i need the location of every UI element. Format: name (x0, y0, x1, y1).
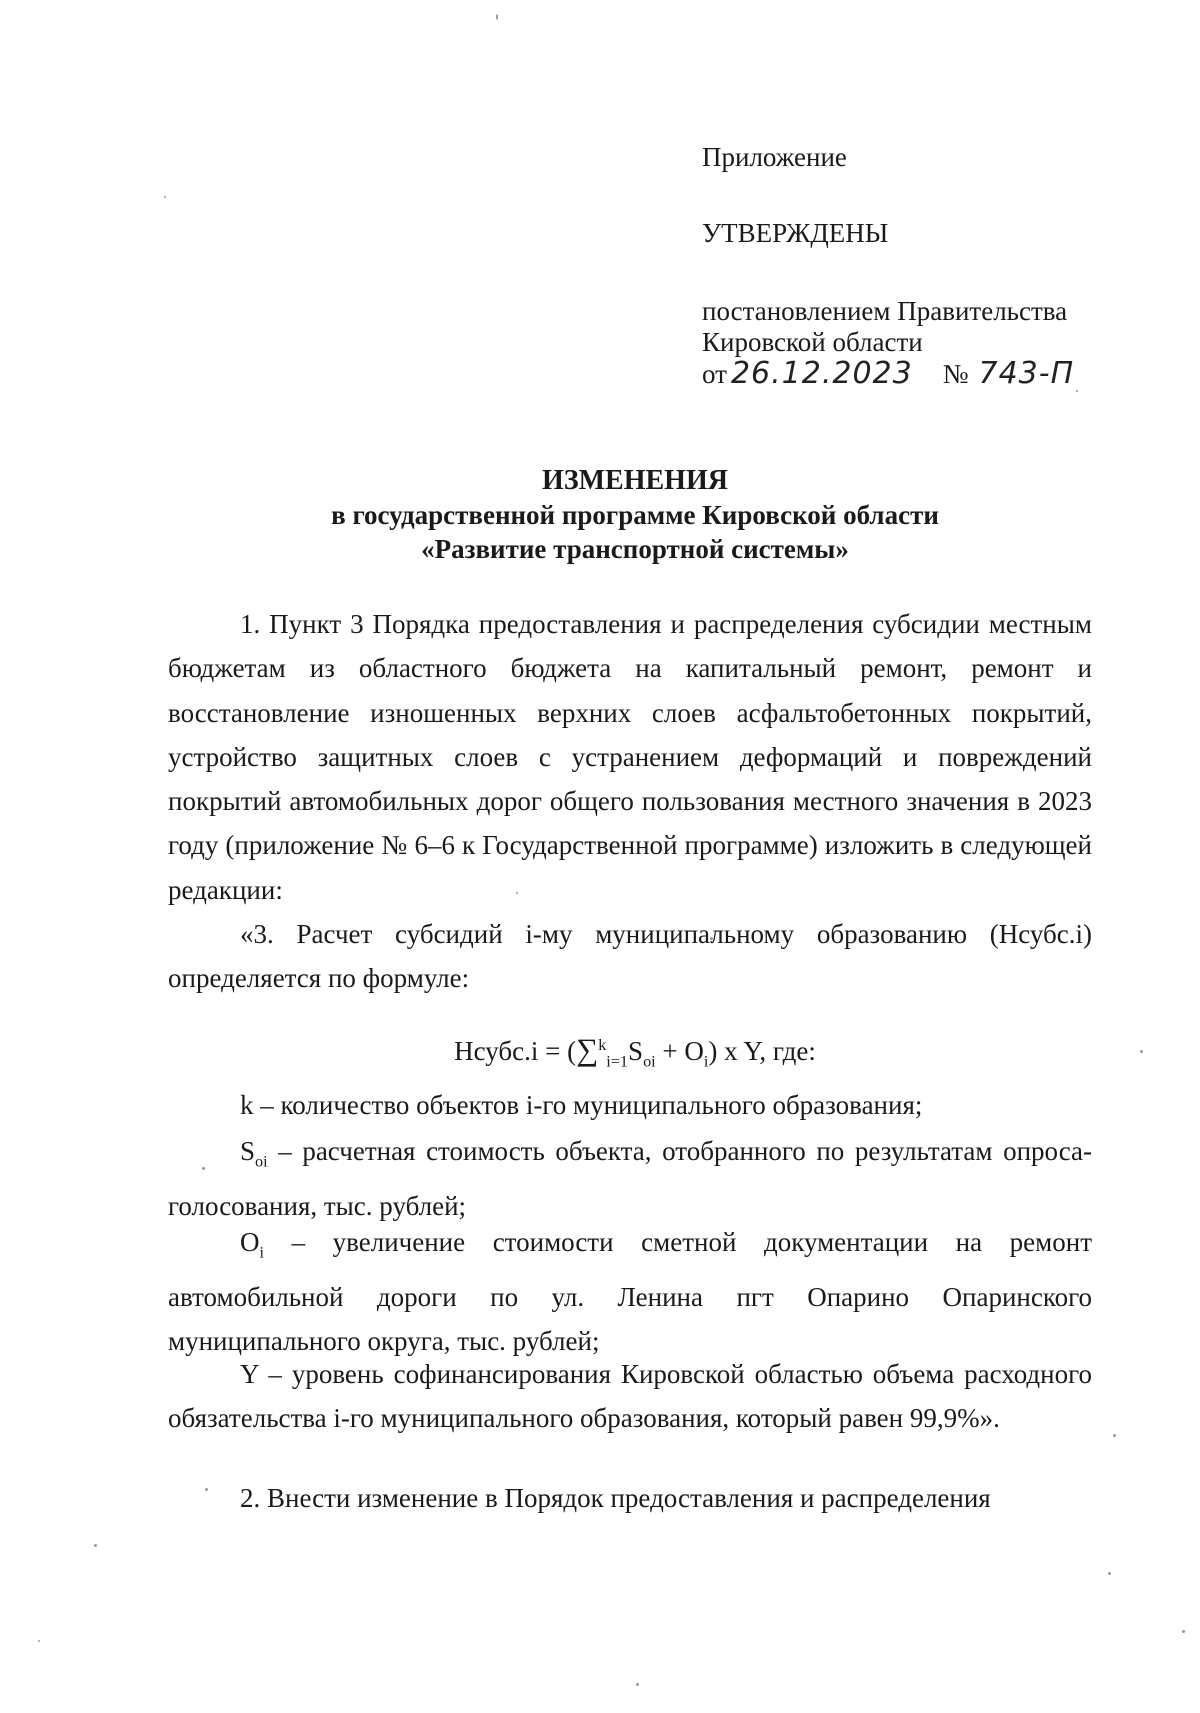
definition-o (168, 1220, 1092, 1363)
formula-s: S (628, 1036, 644, 1066)
definition-o-text: – увеличение стоимости сметной документации на ремонт автомобильной дороги по ул. Ленина пгт Опарино Опаринского муниципального округа, тыс. рублей; (168, 1227, 1092, 1356)
definition-k: k – количество объектов i-го муниципального образования; (240, 1090, 923, 1120)
date-prefix: от (702, 359, 727, 389)
approved-label: УТВЕРЖДЕНЫ (702, 218, 889, 248)
scan-speck (94, 1544, 97, 1547)
document-subtitle: в государственной программе Кировской области (331, 500, 939, 530)
decree-date-number-line (702, 358, 1074, 390)
scan-speck (1108, 1572, 1111, 1575)
scan-speck (496, 14, 498, 20)
document-title: ИЗМЕНЕНИЯ (542, 465, 728, 496)
handwritten-decree-number: 743-П (978, 356, 1075, 391)
definition-y: Y – уровень софинансирования Кировской областью объема расходного обязательства i-го муниципального образования, который равен 99,9%». (168, 1359, 1092, 1434)
definition-o-symbol: O (240, 1227, 260, 1257)
appendix-label: Приложение (702, 142, 847, 172)
subsidy-formula (0, 1027, 1200, 1079)
handwritten-date: 26.12.2023 (730, 356, 913, 391)
definition-s-subscript: oi (255, 1152, 268, 1171)
document-subtitle: «Развитие транспортной системы» (421, 534, 849, 564)
decree-line: Кировской области (702, 327, 923, 357)
scan-speck (1182, 1630, 1185, 1633)
sum-lower-limit: i=1 (606, 1052, 629, 1071)
definition-s (168, 1129, 1092, 1228)
sum-upper-limit: k (598, 1036, 607, 1054)
formula-s-subscript: oi (643, 1052, 656, 1071)
paragraph-item-1: 1. Пункт 3 Порядка предоставления и распределения субсидии местным бюджетам из областного бюджета на капитальный ремонт, ремонт и восстановление изношенных верхних слоев асфальтобетонных покрытий, устройство защитных слоев с устранением деформаций и повреждений покрытий автомобильных дорог общего пользования местного значения в 2023 году (приложение № 6–6 к Государственной программе) изложить в следующей редакции: (168, 609, 1092, 905)
formula-o-subscript: i (703, 1052, 709, 1071)
decree-line: постановлением Правительства (702, 296, 1068, 326)
scan-speck (1113, 1434, 1116, 1437)
formula-lhs: Нсубс.i = ( (454, 1036, 577, 1066)
paragraph-item-2: 2. Внести изменение в Порядок предоставления и распределения (240, 1483, 991, 1513)
scan-speck (636, 1683, 639, 1686)
scan-speck (1076, 390, 1078, 392)
formula-plus-o: + O (655, 1036, 704, 1066)
sum-sign: ∑ (576, 1032, 599, 1067)
number-sign: № (942, 359, 969, 389)
paragraph-calculation: «3. Расчет субсидий i-му муниципальному образованию (Нсубс.i) определяется по формуле: (168, 919, 1092, 994)
scan-speck (38, 1640, 40, 1642)
formula-rhs: ) x Y, где: (708, 1036, 816, 1066)
definition-s-text: – расчетная стоимость объекта, отобранного по результатам опроса-голосования, тыс. рублей; (168, 1136, 1092, 1221)
definition-s-symbol: S (240, 1136, 256, 1166)
definition-o-subscript: i (259, 1243, 264, 1262)
scan-speck (164, 196, 166, 198)
